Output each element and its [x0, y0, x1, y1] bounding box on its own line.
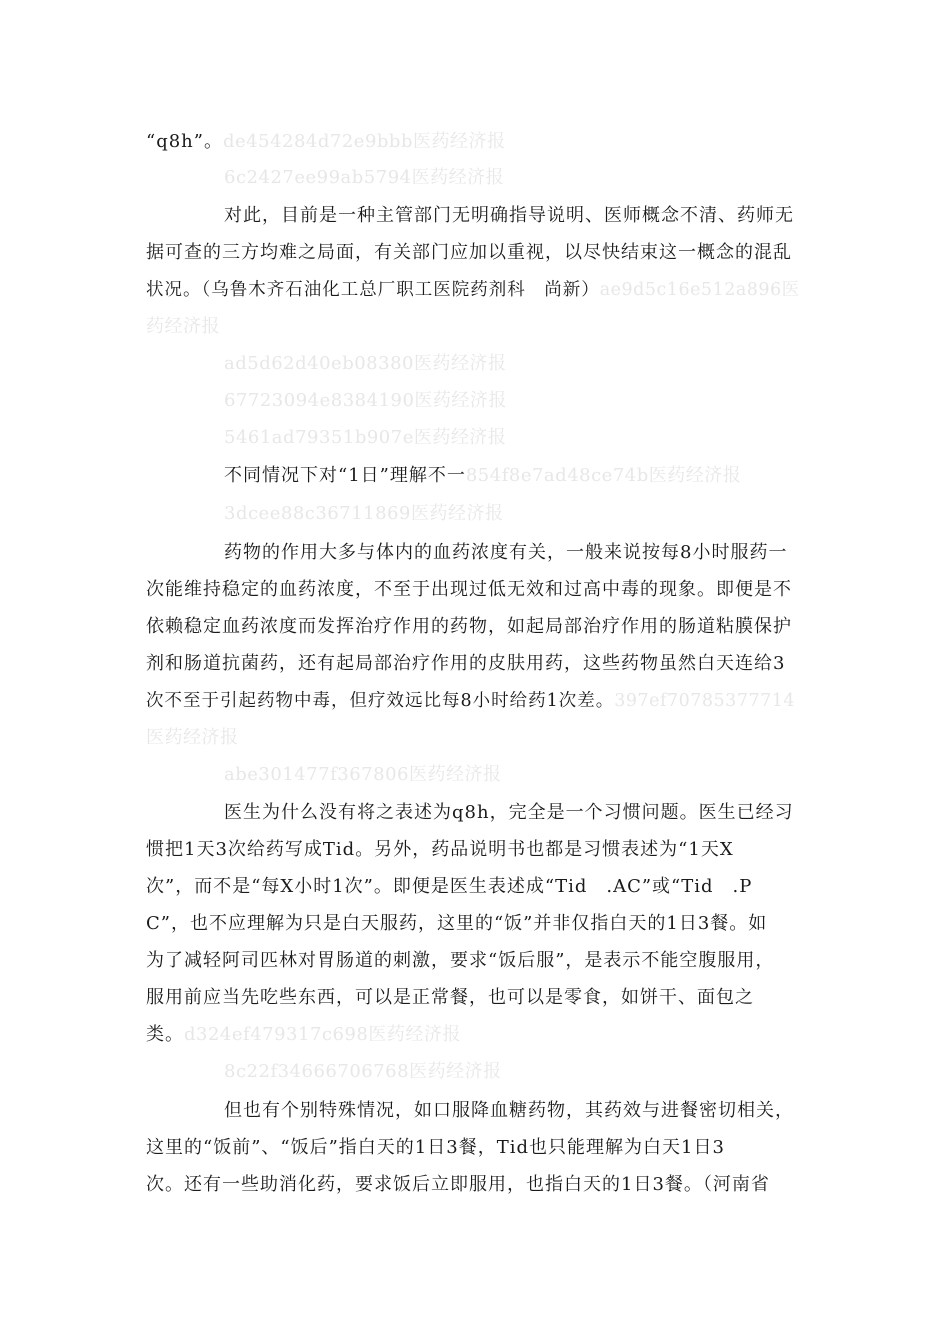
text-line: [224, 1099, 806, 1123]
line-text: “q8h”。: [146, 131, 223, 152]
line-text: 据可查的三方均难之局面，有关部门应加以重视，以尽快结束这一概念的混乱: [146, 242, 792, 263]
line-text: 剂和肠道抗菌药，还有起局部治疗作用的皮肤用药，这些药物虽然白天连给3: [146, 653, 786, 674]
line-text: 次”，而不是“每X小时1次”。即便是医生表述成“Tid .AC”或“Tid .P: [146, 876, 753, 897]
line-text: 状况。（乌鲁木齐石油化工总厂职工医院药剂科 尚新）: [146, 280, 600, 300]
watermark-text: 6c2427ee99ab5794医药经济报: [224, 167, 505, 188]
watermark-text: abe301477f367806医药经济报: [224, 764, 502, 785]
line-text: 依赖稳定血药浓度而发挥治疗作用的药物，如起局部治疗作用的肠道粘膜保护: [146, 616, 792, 637]
text-line: [146, 986, 806, 1010]
text-line: [146, 912, 806, 936]
text-line: [146, 241, 806, 265]
text-line: [146, 578, 806, 602]
section-heading: [224, 464, 806, 488]
text-line: [146, 689, 806, 713]
text-line: [224, 801, 806, 825]
line-text: 惯把1天3次给药写成Tid。另外，药品说明书也都是习惯表述为“1天X: [146, 839, 734, 860]
watermark-line: [224, 426, 806, 450]
watermark-line: [224, 763, 806, 787]
text-line: [146, 652, 806, 676]
watermark-text: 67723094e8384190医药经济报: [224, 390, 507, 411]
watermark-line: [224, 389, 806, 413]
text-line: [146, 838, 806, 862]
watermark-text: 药经济报: [146, 316, 220, 337]
watermark-text: 医药经济报: [146, 727, 239, 748]
watermark-line: [146, 315, 806, 339]
text-line: [146, 875, 806, 899]
watermark-line: [224, 502, 806, 526]
line-text: 对此，目前是一种主管部门无明确指导说明、医师概念不清、药师无: [224, 205, 794, 226]
line-text: 医生为什么没有将之表述为q8h，完全是一个习惯问题。医生已经习: [224, 802, 794, 823]
watermark-text: 8c22f34666706768医药经济报: [224, 1061, 502, 1082]
text-line: [146, 1173, 806, 1197]
watermark-text: ad5d62d40eb08380医药经济报: [224, 353, 507, 374]
line-text: 次不至于引起药物中毒，但疗效远比每8小时给药1次差。: [146, 691, 615, 711]
line-text: 不同情况下对“1日”理解不一: [224, 465, 466, 486]
line-text: 次。还有一些助消化药，要求饭后立即服用，也指白天的1日3餐。（河南省: [146, 1174, 770, 1195]
line-text: 药物的作用大多与体内的血药浓度有关，一般来说按每8小时服药一: [224, 542, 788, 563]
text-line: [224, 541, 806, 565]
watermark-line: [224, 1060, 806, 1084]
line-text: 次能维持稳定的血药浓度，不至于出现过低无效和过高中毒的现象。即便是不: [146, 579, 792, 600]
watermark-text: d324ef479317c698医药经济报: [184, 1024, 461, 1045]
line-text: 为了减轻阿司匹林对胃肠道的刺激，要求“饭后服”，是表示不能空腹服用，: [146, 950, 775, 971]
text-line: [146, 130, 806, 154]
watermark-line: [146, 726, 806, 750]
watermark-line: [224, 352, 806, 376]
watermark-line: [224, 166, 806, 190]
text-line: [146, 949, 806, 973]
line-text: 但也有个别特殊情况，如口服降血糖药物，其药效与进餐密切相关，: [224, 1100, 794, 1121]
watermark-text: 3dcee88c36711869医药经济报: [224, 503, 504, 524]
line-text: 这里的“饭前”、“饭后”指白天的1日3餐，Tid也只能理解为白天1日3: [146, 1137, 725, 1158]
watermark-text: ae9d5c16e512a896医: [599, 280, 800, 300]
line-text: 服用前应当先吃些东西，可以是正常餐，也可以是零食，如饼干、面包之: [146, 987, 754, 1008]
watermark-text: 397ef70785377714: [614, 691, 795, 711]
watermark-text: 5461ad79351b907e医药经济报: [224, 427, 507, 448]
watermark-text: 854f8e7ad48ce74b医药经济报: [465, 465, 742, 486]
text-line: [224, 204, 806, 228]
text-line: [146, 615, 806, 639]
watermark-text: de454284d72e9bbb医药经济报: [222, 131, 506, 152]
text-line: [146, 1023, 806, 1047]
line-text: 类。: [146, 1024, 184, 1045]
line-text: C”，也不应理解为只是白天服药，这里的“饭”并非仅指白天的1日3餐。如: [146, 913, 768, 934]
text-line: [146, 1136, 806, 1160]
text-line: [146, 278, 806, 302]
